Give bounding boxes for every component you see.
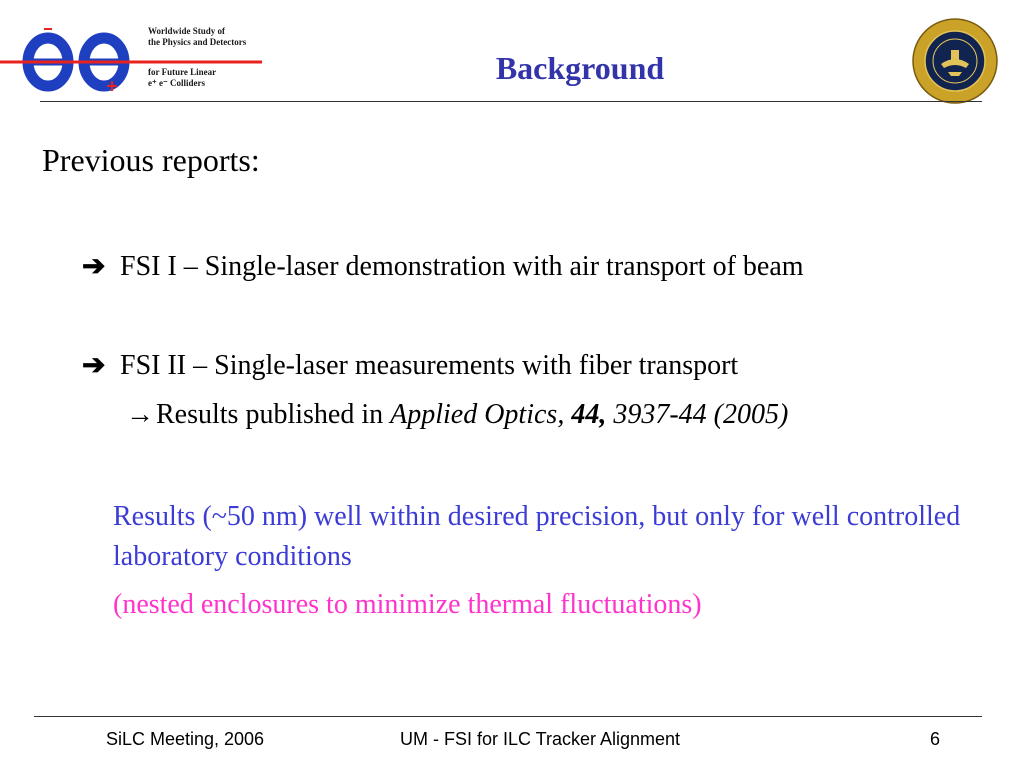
- university-seal: [912, 18, 998, 104]
- slide-number: 6: [929, 729, 940, 749]
- footer-meeting: SiLC Meeting, 2006: [105, 729, 265, 749]
- bullet-fsi-1: [82, 250, 804, 284]
- ee-logo-icon: [0, 20, 270, 100]
- logo-line-1: Worldwide Study of: [148, 26, 226, 36]
- journal-name: Applied Optics,: [390, 399, 565, 430]
- arrow-right-icon: ➔: [82, 350, 106, 381]
- logo-line-4: e⁺ e⁻ Colliders: [148, 78, 205, 88]
- journal-pages: 3937-44 (2005): [613, 399, 789, 430]
- arrow-right-icon: ➔: [82, 251, 106, 282]
- logo-line-2: the Physics and Detectors: [148, 37, 247, 47]
- university-of-michigan-seal-icon: [912, 18, 998, 104]
- enclosure-note: (nested enclosures to minimize thermal fluctuations): [113, 589, 702, 620]
- publication-prefix: Results published in: [156, 399, 391, 430]
- bullet-text: FSI II – Single-laser measurements with fiber transport: [120, 350, 739, 381]
- header-divider: [40, 101, 982, 102]
- bullet-text: FSI I – Single-laser demonstration with air transport of beam: [120, 251, 804, 282]
- results-statement: Results (~50 nm) well within desired precision, but only for well controlled laboratory conditions: [113, 501, 961, 572]
- arrow-right-icon: →: [126, 399, 154, 430]
- slide-title: Background: [495, 50, 665, 86]
- footer-divider: [34, 716, 982, 717]
- logo-line-3: for Future Linear: [148, 67, 217, 77]
- ecfa-logo: [0, 20, 270, 100]
- journal-volume: 44,: [571, 399, 607, 430]
- section-heading: Previous reports:: [42, 142, 260, 178]
- footer-talk-title: UM - FSI for ILC Tracker Alignment: [399, 729, 681, 749]
- bullet-fsi-2: [82, 349, 738, 383]
- sub-bullet-publication: [126, 398, 788, 432]
